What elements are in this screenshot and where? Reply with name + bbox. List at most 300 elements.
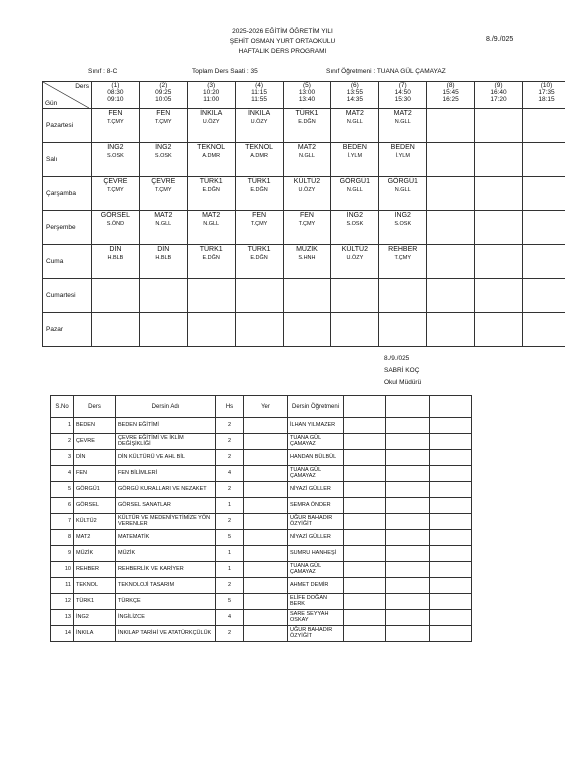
period-start: 13:00: [298, 89, 316, 96]
lesson-teacher: U.ÖZY: [298, 187, 316, 193]
lesson-subject: FEN: [299, 212, 314, 219]
period-end: 13:40: [298, 96, 316, 103]
period-start: 14:50: [394, 89, 411, 96]
lesson-cell: [427, 245, 475, 279]
course-hours: 2: [216, 514, 244, 530]
lesson-cell: [187, 177, 235, 211]
lesson-teacher: E.DĞN: [298, 119, 316, 125]
lesson-subject: TEKNOL: [197, 144, 226, 151]
lesson-subject: İNG2: [155, 144, 172, 151]
col-header-ogretmen: Dersin Öğretmeni: [288, 396, 344, 418]
lesson-cell: [475, 143, 523, 177]
lesson-subject: MAT2: [202, 212, 221, 219]
lesson-cell: [475, 279, 523, 313]
course-extra: [344, 626, 386, 642]
period-no: (4): [255, 82, 264, 89]
class-teacher-label: Sınıf Öğretmeni : TUANA GÜL ÇAMAYAZ: [326, 68, 446, 75]
lesson-subject: BEDEN: [390, 144, 415, 151]
lesson-teacher: N.GLL: [394, 187, 411, 193]
course-room: [244, 450, 288, 466]
course-room: [244, 578, 288, 594]
period-no: (2): [159, 82, 168, 89]
period-header: [187, 82, 235, 109]
principal-title: Okul Müdürü: [384, 379, 422, 386]
course-name: TÜRKÇE: [116, 594, 216, 610]
course-room: [244, 434, 288, 450]
col-header-no: S.No: [51, 396, 74, 418]
course-teacher: NİYAZİ GÜLLER: [288, 482, 344, 498]
lesson-cell: [139, 143, 187, 177]
course-row: [51, 610, 472, 626]
lesson-teacher: A.DMR: [250, 153, 268, 159]
course-extra: [386, 610, 430, 626]
course-code: İNKILA: [74, 626, 116, 642]
lesson-subject: İNKILA: [200, 110, 223, 117]
lesson-cell: [331, 211, 379, 245]
course-row: [51, 482, 472, 498]
lesson-teacher: H.BLB: [107, 255, 124, 261]
period-end: 16:25: [442, 96, 459, 103]
course-row: [51, 578, 472, 594]
lesson-cell: [91, 177, 139, 211]
course-hours: 2: [216, 578, 244, 594]
course-extra: [430, 578, 472, 594]
lesson-cell: [331, 313, 379, 347]
lesson-subject: KÜLTÜ2: [341, 246, 369, 253]
period-no: (7): [398, 82, 407, 89]
course-row: [51, 514, 472, 530]
timetable-row: [43, 245, 565, 279]
timetable-row: [43, 109, 565, 143]
course-room: [244, 498, 288, 514]
lesson-cell: [331, 177, 379, 211]
course-no: 6: [51, 498, 74, 514]
lesson-teacher: A.DMR: [202, 153, 221, 159]
corner-cell: [43, 82, 92, 109]
lesson-cell: [522, 245, 565, 279]
period-start: 09:25: [155, 89, 172, 96]
course-room: [244, 530, 288, 546]
course-hours: 1: [216, 498, 244, 514]
course-name: KÜLTÜR VE MEDENİYETİMİZE YÖN VERENLER: [116, 514, 216, 530]
course-hours: 5: [216, 530, 244, 546]
timetable-header-row: [43, 82, 565, 109]
lesson-subject: MÜZİK: [296, 246, 318, 253]
lesson-teacher: U.ÖZY: [202, 119, 220, 125]
course-no: 11: [51, 578, 74, 594]
course-extra: [430, 450, 472, 466]
course-name: ÇEVRE EĞİTİMİ VE İKLİM DEĞİŞİKLİĞİ: [116, 434, 216, 450]
lesson-cell: [427, 109, 475, 143]
col-header-adi: Dersin Adı: [116, 396, 216, 418]
lesson-cell: [475, 177, 523, 211]
course-no: 12: [51, 594, 74, 610]
course-extra: [386, 482, 430, 498]
timetable-row: [43, 279, 565, 313]
lesson-subject: FEN: [252, 212, 267, 219]
timetable-row: [43, 211, 565, 245]
period-no: (1): [111, 82, 120, 89]
lesson-cell: [187, 211, 235, 245]
lesson-cell: [139, 279, 187, 313]
day-label: Pazartesi: [43, 109, 92, 143]
course-extra: [386, 450, 430, 466]
lesson-cell: [427, 143, 475, 177]
course-name: GÖRSEL SANATLAR: [116, 498, 216, 514]
course-no: 13: [51, 610, 74, 626]
course-name: MATEMATİK: [116, 530, 216, 546]
course-hours: 2: [216, 450, 244, 466]
lesson-subject: ÇEVRE: [103, 178, 128, 185]
signature-date: 8./9./025: [384, 355, 410, 362]
course-teacher: NİYAZİ GÜLLER: [288, 530, 344, 546]
lesson-cell: [379, 313, 427, 347]
lesson-subject: TÜRK1: [247, 246, 271, 253]
course-row: [51, 434, 472, 450]
course-extra: [386, 530, 430, 546]
lesson-cell: [522, 177, 565, 211]
lesson-cell: [379, 245, 427, 279]
lesson-teacher: S.HNH: [298, 255, 316, 261]
lesson-cell: [235, 211, 283, 245]
day-label: Cuma: [43, 245, 92, 279]
lesson-subject: İNG2: [394, 212, 411, 219]
lesson-teacher: S.OSK: [154, 153, 172, 159]
lesson-cell: [91, 109, 139, 143]
period-start: 13:55: [346, 89, 363, 96]
course-extra: [344, 498, 386, 514]
col-header-yer: Yer: [244, 396, 288, 418]
lesson-subject: MAT2: [393, 110, 412, 117]
period-no: (9): [494, 82, 503, 89]
course-extra: [430, 466, 472, 482]
period-header: [283, 82, 331, 109]
course-row: [51, 530, 472, 546]
period-start: 10:20: [203, 89, 220, 96]
lesson-cell: [283, 279, 331, 313]
lesson-subject: GÖRGÜ1: [339, 178, 371, 185]
lesson-subject: KÜLTÜ2: [293, 178, 321, 185]
lesson-cell: [331, 279, 379, 313]
period-no: (10): [540, 82, 553, 89]
lesson-cell: [522, 109, 565, 143]
course-code: TEKNOL: [74, 578, 116, 594]
period-start: 08:30: [107, 89, 124, 96]
lesson-cell: [235, 313, 283, 347]
lesson-teacher: U.ÖZY: [250, 119, 268, 125]
lesson-teacher: T.ÇMY: [107, 119, 124, 125]
lesson-teacher: S.ÖND: [106, 221, 125, 227]
lesson-subject: İNKILA: [247, 110, 271, 117]
course-code: MAT2: [74, 530, 116, 546]
lesson-teacher: S.OSK: [394, 221, 412, 227]
lesson-subject: GÖRGÜ1: [387, 178, 418, 185]
course-room: [244, 626, 288, 642]
lesson-cell: [379, 211, 427, 245]
course-hours: 1: [216, 546, 244, 562]
lesson-teacher: E.DĞN: [202, 255, 220, 261]
course-hours: 2: [216, 482, 244, 498]
course-teacher: ELİFE DOĞAN BERK: [288, 594, 344, 610]
lesson-cell: [91, 279, 139, 313]
course-hours: 2: [216, 418, 244, 434]
lesson-subject: TÜRK1: [247, 178, 271, 185]
principal-name: SABRİ KOÇ: [384, 367, 420, 374]
day-label: Pazar: [43, 313, 92, 347]
document-date: 8./9./025: [486, 36, 514, 43]
lesson-teacher: N.GLL: [394, 119, 411, 125]
course-row: [51, 450, 472, 466]
course-extra: [344, 482, 386, 498]
course-no: 4: [51, 466, 74, 482]
lesson-teacher: N.GLL: [346, 119, 363, 125]
course-extra: [344, 594, 386, 610]
course-extra: [344, 546, 386, 562]
course-hours: 4: [216, 610, 244, 626]
course-name: MÜZİK: [116, 546, 216, 562]
period-header: [139, 82, 187, 109]
course-extra: [386, 578, 430, 594]
course-teacher: SUMRU HANHEŞİ: [288, 546, 344, 562]
col-header-ders: Ders: [74, 396, 116, 418]
course-extra: [344, 562, 386, 578]
lesson-cell: [187, 313, 235, 347]
course-extra: [386, 562, 430, 578]
gun-axis-label: Gün: [45, 100, 58, 107]
lesson-teacher: N.GLL: [299, 153, 315, 159]
course-teacher: UĞUR BAHADIR ÖZYİĞİT: [288, 514, 344, 530]
course-row: [51, 498, 472, 514]
course-room: [244, 514, 288, 530]
course-code: BEDEN: [74, 418, 116, 434]
course-extra: [430, 514, 472, 530]
lesson-teacher: T.ÇMY: [250, 221, 268, 227]
class-label: Sınıf : 8-C: [88, 68, 118, 75]
lesson-teacher: T.ÇMY: [394, 255, 411, 261]
course-teacher: SEMRA ÖNDER: [288, 498, 344, 514]
course-extra: [344, 578, 386, 594]
period-header: [379, 82, 427, 109]
lesson-cell: [283, 313, 331, 347]
course-code: KÜLTÜ2: [74, 514, 116, 530]
lesson-cell: [475, 245, 523, 279]
lesson-cell: [475, 211, 523, 245]
course-extra: [430, 594, 472, 610]
course-row: [51, 466, 472, 482]
course-extra: [430, 610, 472, 626]
period-end: 11:55: [251, 96, 267, 103]
period-end: 09:10: [107, 96, 124, 103]
lesson-cell: [522, 279, 565, 313]
course-name: GÖRGÜ KURALLARI VE NEZAKET: [116, 482, 216, 498]
course-hours: 1: [216, 562, 244, 578]
lesson-cell: [427, 211, 475, 245]
period-no: (5): [302, 82, 311, 89]
course-extra: [430, 626, 472, 642]
lesson-cell: [235, 109, 283, 143]
course-name: BEDEN EĞİTİMİ: [116, 418, 216, 434]
course-name: İNKILAP TARİHİ VE ATATÜRKÇÜLÜK: [116, 626, 216, 642]
lesson-cell: [331, 109, 379, 143]
course-row: [51, 594, 472, 610]
col-header-empty: [344, 396, 386, 418]
course-no: 5: [51, 482, 74, 498]
course-extra: [386, 514, 430, 530]
period-start: 16:40: [490, 89, 507, 96]
day-label: Çarşamba: [43, 177, 92, 211]
course-teacher: SARE SEYYAH OSKAY: [288, 610, 344, 626]
lesson-teacher: T.ÇMY: [107, 187, 124, 193]
lesson-cell: [522, 211, 565, 245]
lesson-subject: ÇEVRE: [151, 178, 176, 185]
lesson-teacher: T.ÇMY: [155, 187, 172, 193]
course-extra: [344, 610, 386, 626]
lesson-cell: [187, 279, 235, 313]
lesson-subject: TÜRK1: [199, 246, 223, 253]
course-header-row: [51, 396, 472, 418]
course-no: 3: [51, 450, 74, 466]
course-no: 2: [51, 434, 74, 450]
course-code: TÜRK1: [74, 594, 116, 610]
course-row: [51, 562, 472, 578]
weekly-timetable: [42, 81, 565, 347]
lesson-teacher: T.ÇMY: [155, 119, 172, 125]
lesson-cell: [91, 313, 139, 347]
course-row: [51, 546, 472, 562]
col-header-hs: Hs: [216, 396, 244, 418]
lesson-cell: [91, 143, 139, 177]
lesson-subject: BEDEN: [342, 144, 367, 151]
course-teacher: UĞUR BAHADIR ÖZYİĞİT: [288, 626, 344, 642]
course-no: 7: [51, 514, 74, 530]
course-teacher: AHMET DEMİR: [288, 578, 344, 594]
lesson-subject: İNG2: [107, 144, 124, 151]
course-code: İNG2: [74, 610, 116, 626]
lesson-teacher: U.ÖZY: [346, 255, 364, 261]
lesson-teacher: E.DĞN: [250, 187, 268, 193]
lesson-cell: [331, 245, 379, 279]
course-hours: 5: [216, 594, 244, 610]
course-teacher: TUANA GÜL ÇAMAYAZ: [288, 434, 344, 450]
program-title: HAFTALIK DERS PROGRAMI: [238, 48, 327, 55]
course-hours: 2: [216, 626, 244, 642]
course-extra: [344, 418, 386, 434]
lesson-cell: [139, 211, 187, 245]
school-name: ŞEHİT OSMAN YURT ORTAOKULU: [229, 38, 336, 45]
lesson-cell: [427, 279, 475, 313]
lesson-teacher: N.GLL: [155, 221, 172, 227]
course-extra: [386, 546, 430, 562]
day-label: Cumartesi: [43, 279, 92, 313]
lesson-teacher: E.DĞN: [250, 255, 268, 261]
course-teacher: TUANA GÜL ÇAMAYAZ: [288, 466, 344, 482]
period-end: 17:20: [490, 96, 507, 103]
course-teacher: TUANA GÜL ÇAMAYAZ: [288, 562, 344, 578]
course-extra: [344, 434, 386, 450]
lesson-cell: [283, 143, 331, 177]
col-header-empty: [430, 396, 472, 418]
lesson-teacher: İ.YLM: [395, 153, 410, 159]
lesson-subject: MAT2: [154, 212, 173, 219]
course-room: [244, 610, 288, 626]
total-hours-label: Toplam Ders Saati : 35: [192, 68, 258, 75]
lesson-subject: FEN: [108, 110, 123, 117]
lesson-cell: [475, 313, 523, 347]
course-hours: 2: [216, 434, 244, 450]
lesson-cell: [283, 245, 331, 279]
course-room: [244, 594, 288, 610]
lesson-teacher: N.GLL: [346, 187, 363, 193]
period-no: (6): [350, 82, 359, 89]
period-header: [475, 82, 523, 109]
course-room: [244, 482, 288, 498]
period-start: 11:15: [251, 89, 267, 96]
period-end: 11:00: [203, 96, 220, 103]
course-extra: [430, 530, 472, 546]
lesson-subject: MAT2: [345, 110, 364, 117]
course-name: DİN KÜLTÜRÜ VE AHL BİL: [116, 450, 216, 466]
course-room: [244, 466, 288, 482]
course-extra: [344, 450, 386, 466]
course-no: 8: [51, 530, 74, 546]
lesson-cell: [187, 109, 235, 143]
lesson-teacher: S.OSK: [346, 221, 364, 227]
lesson-cell: [522, 313, 565, 347]
lesson-cell: [427, 313, 475, 347]
course-no: 14: [51, 626, 74, 642]
course-room: [244, 562, 288, 578]
lesson-teacher: E.DĞN: [202, 187, 220, 193]
academic-year: 2025-2026 EĞİTİM ÖĞRETİM YILI: [232, 28, 333, 35]
lesson-cell: [379, 279, 427, 313]
course-extra: [344, 530, 386, 546]
lesson-subject: DİN: [109, 246, 122, 253]
course-extra: [344, 466, 386, 482]
course-extra: [430, 546, 472, 562]
lesson-cell: [522, 143, 565, 177]
course-teacher: İLHAN YILMAZER: [288, 418, 344, 434]
period-end: 14:35: [346, 96, 363, 103]
lesson-subject: MAT2: [297, 144, 317, 151]
course-name: REHBERLİK VE KARİYER: [116, 562, 216, 578]
course-name: TEKNOLOJİ TASARIM: [116, 578, 216, 594]
course-extra: [344, 514, 386, 530]
lesson-teacher: N.GLL: [203, 221, 220, 227]
ders-axis-label: Ders: [75, 83, 89, 90]
lesson-cell: [139, 313, 187, 347]
lesson-teacher: H.BLB: [155, 255, 172, 261]
timetable-row: [43, 313, 565, 347]
col-header-empty: [386, 396, 430, 418]
lesson-cell: [379, 177, 427, 211]
course-extra: [386, 418, 430, 434]
period-header: [331, 82, 379, 109]
lesson-cell: [379, 109, 427, 143]
course-extra: [430, 434, 472, 450]
lesson-subject: FEN: [156, 110, 171, 117]
lesson-cell: [379, 143, 427, 177]
lesson-cell: [139, 177, 187, 211]
period-header: [91, 82, 139, 109]
lesson-subject: DİN: [157, 246, 170, 253]
period-header: [235, 82, 283, 109]
course-no: 1: [51, 418, 74, 434]
period-end: 18:15: [538, 96, 555, 103]
lesson-subject: İNG2: [346, 212, 364, 219]
period-start: 17:35: [538, 89, 555, 96]
lesson-cell: [427, 177, 475, 211]
lesson-cell: [235, 279, 283, 313]
